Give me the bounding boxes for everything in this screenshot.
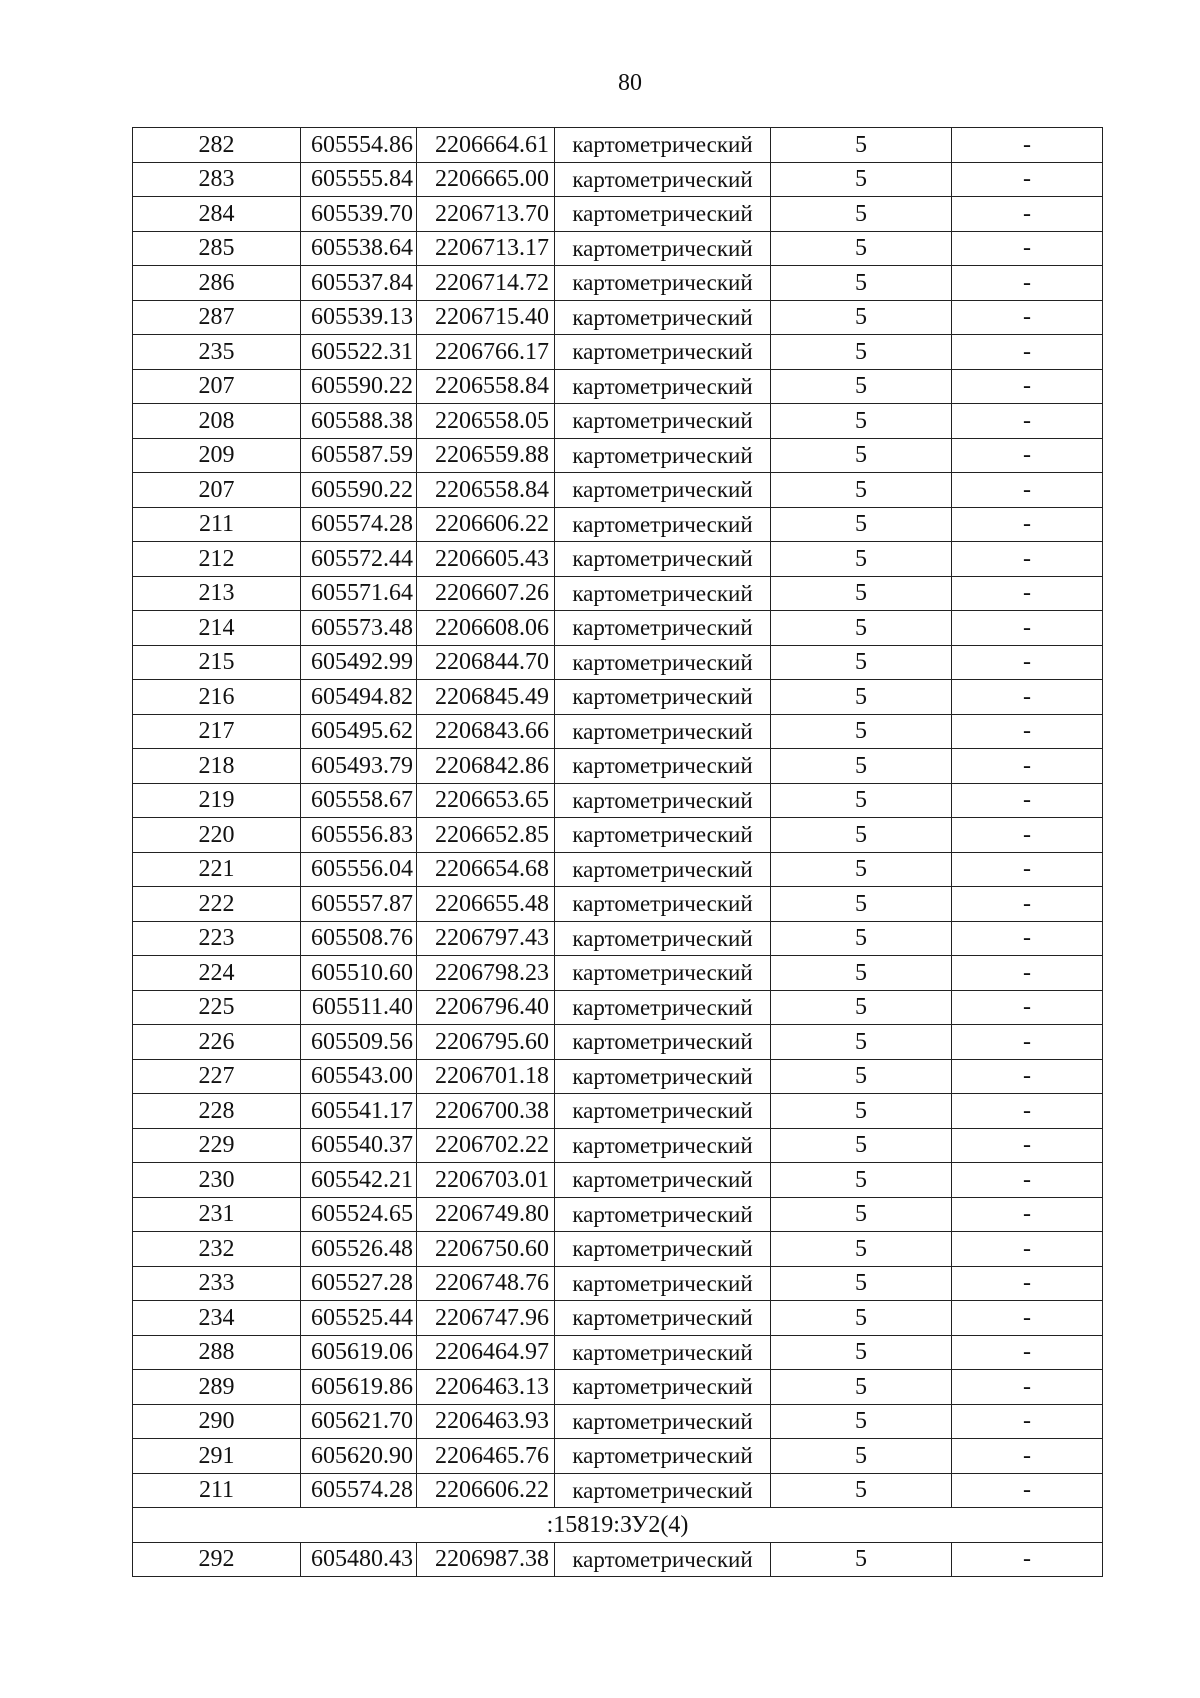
table-row: [133, 990, 1103, 1025]
point-number-cell: 209: [133, 438, 301, 473]
accuracy-cell: 5: [771, 1059, 952, 1094]
point-number-cell: 286: [133, 266, 301, 301]
y-coordinate-cell: 2206559.88: [417, 438, 555, 473]
table-row: [133, 231, 1103, 266]
accuracy-cell: 5: [771, 1335, 952, 1370]
x-coordinate-cell: 605590.22: [301, 369, 417, 404]
note-cell: -: [952, 1542, 1103, 1577]
accuracy-cell: 5: [771, 162, 952, 197]
accuracy-cell: 5: [771, 266, 952, 301]
point-number-cell: 290: [133, 1404, 301, 1439]
y-coordinate-cell: 2206703.01: [417, 1163, 555, 1198]
note-cell: -: [952, 611, 1103, 646]
method-cell: картометрический: [555, 749, 771, 784]
y-coordinate-cell: 2206464.97: [417, 1335, 555, 1370]
accuracy-cell: 5: [771, 542, 952, 577]
accuracy-cell: 5: [771, 369, 952, 404]
note-cell: -: [952, 749, 1103, 784]
point-number-cell: 225: [133, 990, 301, 1025]
method-cell: картометрический: [555, 1335, 771, 1370]
y-coordinate-cell: 2206465.76: [417, 1439, 555, 1474]
x-coordinate-cell: 605509.56: [301, 1025, 417, 1060]
x-coordinate-cell: 605554.86: [301, 128, 417, 163]
accuracy-cell: 5: [771, 645, 952, 680]
x-coordinate-cell: 605540.37: [301, 1128, 417, 1163]
y-coordinate-cell: 2206845.49: [417, 680, 555, 715]
accuracy-cell: 5: [771, 783, 952, 818]
method-cell: картометрический: [555, 1370, 771, 1405]
section-label: :15819:ЗУ2(4): [133, 1508, 1103, 1543]
accuracy-cell: 5: [771, 749, 952, 784]
table-row: [133, 404, 1103, 439]
y-coordinate-cell: 2206714.72: [417, 266, 555, 301]
point-number-cell: 285: [133, 231, 301, 266]
x-coordinate-cell: 605526.48: [301, 1232, 417, 1267]
point-number-cell: 212: [133, 542, 301, 577]
y-coordinate-cell: 2206463.93: [417, 1404, 555, 1439]
x-coordinate-cell: 605538.64: [301, 231, 417, 266]
point-number-cell: 211: [133, 507, 301, 542]
note-cell: -: [952, 438, 1103, 473]
accuracy-cell: 5: [771, 1439, 952, 1474]
accuracy-cell: 5: [771, 1197, 952, 1232]
method-cell: картометрический: [555, 1232, 771, 1267]
method-cell: картометрический: [555, 473, 771, 508]
point-number-cell: 227: [133, 1059, 301, 1094]
method-cell: картометрический: [555, 1197, 771, 1232]
table-row: [133, 1439, 1103, 1474]
y-coordinate-cell: 2206702.22: [417, 1128, 555, 1163]
table-row: [133, 576, 1103, 611]
method-cell: картометрический: [555, 576, 771, 611]
table-row: [133, 783, 1103, 818]
x-coordinate-cell: 605573.48: [301, 611, 417, 646]
x-coordinate-cell: 605587.59: [301, 438, 417, 473]
x-coordinate-cell: 605480.43: [301, 1542, 417, 1577]
table-row: [133, 369, 1103, 404]
note-cell: -: [952, 1404, 1103, 1439]
point-number-cell: 217: [133, 714, 301, 749]
method-cell: картометрический: [555, 1301, 771, 1336]
note-cell: -: [952, 369, 1103, 404]
table-row: [133, 611, 1103, 646]
x-coordinate-cell: 605508.76: [301, 921, 417, 956]
method-cell: картометрический: [555, 921, 771, 956]
x-coordinate-cell: 605558.67: [301, 783, 417, 818]
table-row: [133, 1232, 1103, 1267]
y-coordinate-cell: 2206713.70: [417, 197, 555, 232]
note-cell: -: [952, 404, 1103, 439]
x-coordinate-cell: 605524.65: [301, 1197, 417, 1232]
point-number-cell: 282: [133, 128, 301, 163]
x-coordinate-cell: 605556.83: [301, 818, 417, 853]
table-row: [133, 438, 1103, 473]
point-number-cell: 235: [133, 335, 301, 370]
note-cell: -: [952, 1163, 1103, 1198]
y-coordinate-cell: 2206747.96: [417, 1301, 555, 1336]
note-cell: -: [952, 1197, 1103, 1232]
y-coordinate-cell: 2206748.76: [417, 1266, 555, 1301]
table-row: [133, 128, 1103, 163]
accuracy-cell: 5: [771, 1266, 952, 1301]
point-number-cell: 219: [133, 783, 301, 818]
coordinates-table: [132, 127, 1103, 1577]
accuracy-cell: 5: [771, 990, 952, 1025]
y-coordinate-cell: 2206987.38: [417, 1542, 555, 1577]
table-row: [133, 542, 1103, 577]
method-cell: картометрический: [555, 542, 771, 577]
note-cell: -: [952, 507, 1103, 542]
point-number-cell: 234: [133, 1301, 301, 1336]
note-cell: -: [952, 1370, 1103, 1405]
note-cell: -: [952, 542, 1103, 577]
point-number-cell: 292: [133, 1542, 301, 1577]
y-coordinate-cell: 2206606.22: [417, 1473, 555, 1508]
note-cell: -: [952, 1301, 1103, 1336]
point-number-cell: 221: [133, 852, 301, 887]
coordinates-table-body: [133, 128, 1103, 1508]
x-coordinate-cell: 605493.79: [301, 749, 417, 784]
table-row: [133, 507, 1103, 542]
accuracy-cell: 5: [771, 921, 952, 956]
note-cell: -: [952, 473, 1103, 508]
accuracy-cell: 5: [771, 128, 952, 163]
x-coordinate-cell: 605539.13: [301, 300, 417, 335]
note-cell: -: [952, 1232, 1103, 1267]
table-row: [133, 1059, 1103, 1094]
x-coordinate-cell: 605492.99: [301, 645, 417, 680]
table-row: [133, 1266, 1103, 1301]
point-number-cell: 220: [133, 818, 301, 853]
y-coordinate-cell: 2206665.00: [417, 162, 555, 197]
method-cell: картометрический: [555, 1404, 771, 1439]
accuracy-cell: 5: [771, 1094, 952, 1129]
point-number-cell: 287: [133, 300, 301, 335]
y-coordinate-cell: 2206700.38: [417, 1094, 555, 1129]
point-number-cell: 207: [133, 369, 301, 404]
x-coordinate-cell: 605511.40: [301, 990, 417, 1025]
x-coordinate-cell: 605621.70: [301, 1404, 417, 1439]
x-coordinate-cell: 605522.31: [301, 335, 417, 370]
method-cell: картометрический: [555, 266, 771, 301]
y-coordinate-cell: 2206844.70: [417, 645, 555, 680]
note-cell: -: [952, 783, 1103, 818]
table-row: [133, 1301, 1103, 1336]
accuracy-cell: 5: [771, 1542, 952, 1577]
note-cell: -: [952, 300, 1103, 335]
y-coordinate-cell: 2206558.84: [417, 473, 555, 508]
method-cell: картометрический: [555, 783, 771, 818]
accuracy-cell: 5: [771, 611, 952, 646]
table-row: [133, 300, 1103, 335]
point-number-cell: 224: [133, 956, 301, 991]
point-number-cell: 284: [133, 197, 301, 232]
accuracy-cell: 5: [771, 1404, 952, 1439]
y-coordinate-cell: 2206796.40: [417, 990, 555, 1025]
point-number-cell: 233: [133, 1266, 301, 1301]
table-row: [133, 1473, 1103, 1508]
method-cell: картометрический: [555, 852, 771, 887]
x-coordinate-cell: 605542.21: [301, 1163, 417, 1198]
x-coordinate-cell: 605571.64: [301, 576, 417, 611]
x-coordinate-cell: 605525.44: [301, 1301, 417, 1336]
method-cell: картометрический: [555, 956, 771, 991]
point-number-cell: 216: [133, 680, 301, 715]
x-coordinate-cell: 605557.87: [301, 887, 417, 922]
x-coordinate-cell: 605539.70: [301, 197, 417, 232]
x-coordinate-cell: 605619.86: [301, 1370, 417, 1405]
note-cell: -: [952, 1094, 1103, 1129]
accuracy-cell: 5: [771, 300, 952, 335]
table-row: [133, 335, 1103, 370]
method-cell: картометрический: [555, 1094, 771, 1129]
table-row: [133, 473, 1103, 508]
method-cell: картометрический: [555, 887, 771, 922]
point-number-cell: 229: [133, 1128, 301, 1163]
method-cell: картометрический: [555, 369, 771, 404]
accuracy-cell: 5: [771, 1473, 952, 1508]
point-number-cell: 291: [133, 1439, 301, 1474]
table-row: [133, 680, 1103, 715]
y-coordinate-cell: 2206606.22: [417, 507, 555, 542]
y-coordinate-cell: 2206749.80: [417, 1197, 555, 1232]
y-coordinate-cell: 2206558.84: [417, 369, 555, 404]
method-cell: картометрический: [555, 1059, 771, 1094]
y-coordinate-cell: 2206713.17: [417, 231, 555, 266]
table-row: [133, 266, 1103, 301]
y-coordinate-cell: 2206797.43: [417, 921, 555, 956]
method-cell: картометрический: [555, 1542, 771, 1577]
x-coordinate-cell: 605572.44: [301, 542, 417, 577]
accuracy-cell: 5: [771, 818, 952, 853]
table-row: [133, 714, 1103, 749]
method-cell: картометрический: [555, 128, 771, 163]
note-cell: -: [952, 1266, 1103, 1301]
note-cell: -: [952, 1439, 1103, 1474]
y-coordinate-cell: 2206766.17: [417, 335, 555, 370]
accuracy-cell: 5: [771, 852, 952, 887]
note-cell: -: [952, 197, 1103, 232]
y-coordinate-cell: 2206652.85: [417, 818, 555, 853]
accuracy-cell: 5: [771, 473, 952, 508]
y-coordinate-cell: 2206795.60: [417, 1025, 555, 1060]
point-number-cell: 213: [133, 576, 301, 611]
point-number-cell: 289: [133, 1370, 301, 1405]
accuracy-cell: 5: [771, 1301, 952, 1336]
method-cell: картометрический: [555, 818, 771, 853]
y-coordinate-cell: 2206842.86: [417, 749, 555, 784]
accuracy-cell: 5: [771, 887, 952, 922]
note-cell: -: [952, 1473, 1103, 1508]
table-row: [133, 887, 1103, 922]
note-cell: -: [952, 921, 1103, 956]
point-number-cell: 226: [133, 1025, 301, 1060]
table-row: [133, 749, 1103, 784]
accuracy-cell: 5: [771, 956, 952, 991]
x-coordinate-cell: 605527.28: [301, 1266, 417, 1301]
y-coordinate-cell: 2206664.61: [417, 128, 555, 163]
method-cell: картометрический: [555, 1473, 771, 1508]
method-cell: картометрический: [555, 680, 771, 715]
x-coordinate-cell: 605543.00: [301, 1059, 417, 1094]
method-cell: картометрический: [555, 611, 771, 646]
point-number-cell: 288: [133, 1335, 301, 1370]
table-row: [133, 1163, 1103, 1198]
x-coordinate-cell: 605590.22: [301, 473, 417, 508]
x-coordinate-cell: 605574.28: [301, 1473, 417, 1508]
method-cell: картометрический: [555, 990, 771, 1025]
x-coordinate-cell: 605556.04: [301, 852, 417, 887]
y-coordinate-cell: 2206750.60: [417, 1232, 555, 1267]
note-cell: -: [952, 887, 1103, 922]
table-row: [133, 1404, 1103, 1439]
x-coordinate-cell: 605537.84: [301, 266, 417, 301]
method-cell: картометрический: [555, 1439, 771, 1474]
x-coordinate-cell: 605619.06: [301, 1335, 417, 1370]
point-number-cell: 223: [133, 921, 301, 956]
method-cell: картометрический: [555, 645, 771, 680]
x-coordinate-cell: 605510.60: [301, 956, 417, 991]
x-coordinate-cell: 605495.62: [301, 714, 417, 749]
table-row: [133, 645, 1103, 680]
method-cell: картометрический: [555, 197, 771, 232]
point-number-cell: 228: [133, 1094, 301, 1129]
method-cell: картометрический: [555, 438, 771, 473]
note-cell: -: [952, 576, 1103, 611]
accuracy-cell: 5: [771, 680, 952, 715]
method-cell: картометрический: [555, 300, 771, 335]
point-number-cell: 211: [133, 1473, 301, 1508]
accuracy-cell: 5: [771, 1128, 952, 1163]
method-cell: картометрический: [555, 335, 771, 370]
point-number-cell: 222: [133, 887, 301, 922]
note-cell: -: [952, 645, 1103, 680]
x-coordinate-cell: 605620.90: [301, 1439, 417, 1474]
table-row: [133, 1197, 1103, 1232]
point-number-cell: 208: [133, 404, 301, 439]
y-coordinate-cell: 2206608.06: [417, 611, 555, 646]
accuracy-cell: 5: [771, 335, 952, 370]
method-cell: картометрический: [555, 714, 771, 749]
note-cell: -: [952, 990, 1103, 1025]
x-coordinate-cell: 605541.17: [301, 1094, 417, 1129]
accuracy-cell: 5: [771, 1025, 952, 1060]
method-cell: картометрический: [555, 1266, 771, 1301]
accuracy-cell: 5: [771, 231, 952, 266]
x-coordinate-cell: 605574.28: [301, 507, 417, 542]
accuracy-cell: 5: [771, 404, 952, 439]
y-coordinate-cell: 2206715.40: [417, 300, 555, 335]
y-coordinate-cell: 2206607.26: [417, 576, 555, 611]
y-coordinate-cell: 2206654.68: [417, 852, 555, 887]
point-number-cell: 214: [133, 611, 301, 646]
x-coordinate-cell: 605494.82: [301, 680, 417, 715]
method-cell: картометрический: [555, 1025, 771, 1060]
table-row: [133, 921, 1103, 956]
method-cell: картометрический: [555, 404, 771, 439]
point-number-cell: 230: [133, 1163, 301, 1198]
y-coordinate-cell: 2206653.65: [417, 783, 555, 818]
accuracy-cell: 5: [771, 197, 952, 232]
y-coordinate-cell: 2206605.43: [417, 542, 555, 577]
table-row: [133, 1128, 1103, 1163]
table-row: [133, 818, 1103, 853]
point-number-cell: 218: [133, 749, 301, 784]
point-number-cell: 231: [133, 1197, 301, 1232]
note-cell: -: [952, 128, 1103, 163]
table-row: [133, 197, 1103, 232]
y-coordinate-cell: 2206843.66: [417, 714, 555, 749]
method-cell: картометрический: [555, 162, 771, 197]
y-coordinate-cell: 2206558.05: [417, 404, 555, 439]
coordinates-table-body-section: [133, 1542, 1103, 1577]
note-cell: -: [952, 818, 1103, 853]
note-cell: -: [952, 231, 1103, 266]
x-coordinate-cell: 605588.38: [301, 404, 417, 439]
note-cell: -: [952, 1059, 1103, 1094]
point-number-cell: 283: [133, 162, 301, 197]
table-row: [133, 162, 1103, 197]
point-number-cell: 232: [133, 1232, 301, 1267]
accuracy-cell: 5: [771, 507, 952, 542]
accuracy-cell: 5: [771, 1163, 952, 1198]
table-row: [133, 1542, 1103, 1577]
accuracy-cell: 5: [771, 1370, 952, 1405]
method-cell: картометрический: [555, 1163, 771, 1198]
note-cell: -: [952, 1025, 1103, 1060]
y-coordinate-cell: 2206655.48: [417, 887, 555, 922]
method-cell: картометрический: [555, 507, 771, 542]
method-cell: картометрический: [555, 231, 771, 266]
table-row: [133, 1370, 1103, 1405]
note-cell: -: [952, 162, 1103, 197]
note-cell: -: [952, 714, 1103, 749]
table-row: [133, 1025, 1103, 1060]
note-cell: -: [952, 852, 1103, 887]
point-number-cell: 207: [133, 473, 301, 508]
x-coordinate-cell: 605555.84: [301, 162, 417, 197]
point-number-cell: 215: [133, 645, 301, 680]
table-row: [133, 956, 1103, 991]
accuracy-cell: 5: [771, 714, 952, 749]
note-cell: -: [952, 1128, 1103, 1163]
section-header-row: [133, 1508, 1103, 1543]
note-cell: -: [952, 1335, 1103, 1370]
y-coordinate-cell: 2206463.13: [417, 1370, 555, 1405]
page-number: 80: [618, 70, 642, 96]
accuracy-cell: 5: [771, 1232, 952, 1267]
y-coordinate-cell: 2206701.18: [417, 1059, 555, 1094]
table-row: [133, 1335, 1103, 1370]
note-cell: -: [952, 956, 1103, 991]
accuracy-cell: 5: [771, 576, 952, 611]
table-row: [133, 1094, 1103, 1129]
accuracy-cell: 5: [771, 438, 952, 473]
note-cell: -: [952, 335, 1103, 370]
table-row: [133, 852, 1103, 887]
method-cell: картометрический: [555, 1128, 771, 1163]
y-coordinate-cell: 2206798.23: [417, 956, 555, 991]
note-cell: -: [952, 266, 1103, 301]
note-cell: -: [952, 680, 1103, 715]
